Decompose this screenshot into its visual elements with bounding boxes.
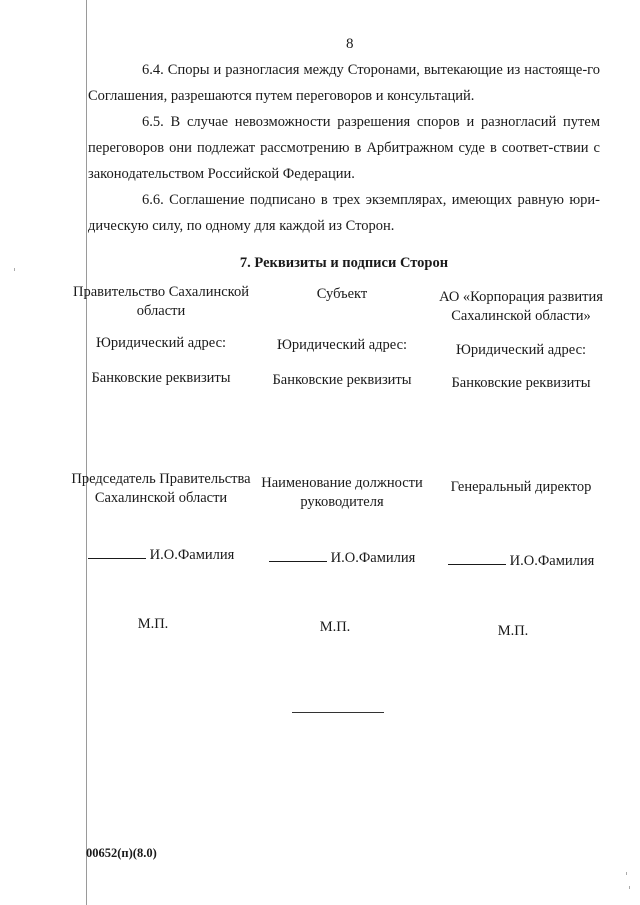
footer-code: 00652(п)(8.0) bbox=[86, 846, 157, 860]
party-3-position: Генеральный директор bbox=[450, 479, 592, 495]
party-3-stamp: М.П. bbox=[497, 623, 529, 639]
party-2-signature bbox=[247, 549, 437, 568]
paragraph-6-5: 6.5. В случае невозможности разрешения споров и разногласий путем переговоров они подлежат рассмотрению в Арбитражном суде в соответ-ствии с законодательством Российской Федерации. bbox=[88, 114, 600, 182]
paragraph-6-6: 6.6. Соглашение подписано в трех экземплярах, имеющих равную юри-дическую силу, по одному для каждой из Сторон. bbox=[88, 192, 600, 234]
party-1-signature-name: И.О.Фамилия bbox=[149, 547, 235, 563]
party-1-signature bbox=[66, 546, 256, 565]
closing-rule bbox=[292, 712, 384, 713]
scan-speck bbox=[629, 886, 630, 889]
party-1-stamp: М.П. bbox=[137, 616, 169, 632]
margin-line bbox=[86, 0, 87, 905]
party-2-position: Наименование должности руководителя bbox=[261, 475, 423, 510]
scan-speck bbox=[14, 268, 15, 271]
party-3-bank-details: Банковские реквизиты bbox=[451, 375, 591, 391]
paragraph-6-4: 6.4. Споры и разногласия между Сторонами, вытекающие из настояще-го Соглашения, разрешаются путем переговоров и консультаций. bbox=[88, 62, 600, 104]
party-3-legal-address: Юридический адрес: bbox=[455, 342, 587, 358]
party-3-name: АО «Корпорация развития Сахалинской области» bbox=[439, 289, 603, 324]
party-2-bank-details: Банковские реквизиты bbox=[272, 372, 412, 388]
party-2-signature-line bbox=[269, 560, 327, 562]
party-1-bank-details: Банковские реквизиты bbox=[91, 370, 231, 386]
section-heading: 7. Реквизиты и подписи Сторон bbox=[239, 255, 449, 271]
party-2-legal-address: Юридический адрес: bbox=[276, 337, 408, 353]
page-number: 8 bbox=[346, 36, 354, 52]
party-1-signature-line bbox=[88, 557, 146, 559]
party-1-name: Правительство Сахалинской области bbox=[72, 284, 250, 319]
scan-speck bbox=[626, 872, 627, 875]
party-2-signature-name: И.О.Фамилия bbox=[330, 550, 416, 566]
party-3-signature bbox=[426, 552, 616, 571]
party-1-legal-address: Юридический адрес: bbox=[95, 335, 227, 351]
party-1-position: Председатель Правительства Сахалинской области bbox=[71, 471, 251, 506]
party-3-signature-name: И.О.Фамилия bbox=[509, 553, 595, 569]
party-2-stamp: М.П. bbox=[319, 619, 351, 635]
party-2-name: Субъект bbox=[316, 286, 368, 302]
party-3-signature-line bbox=[448, 563, 506, 565]
